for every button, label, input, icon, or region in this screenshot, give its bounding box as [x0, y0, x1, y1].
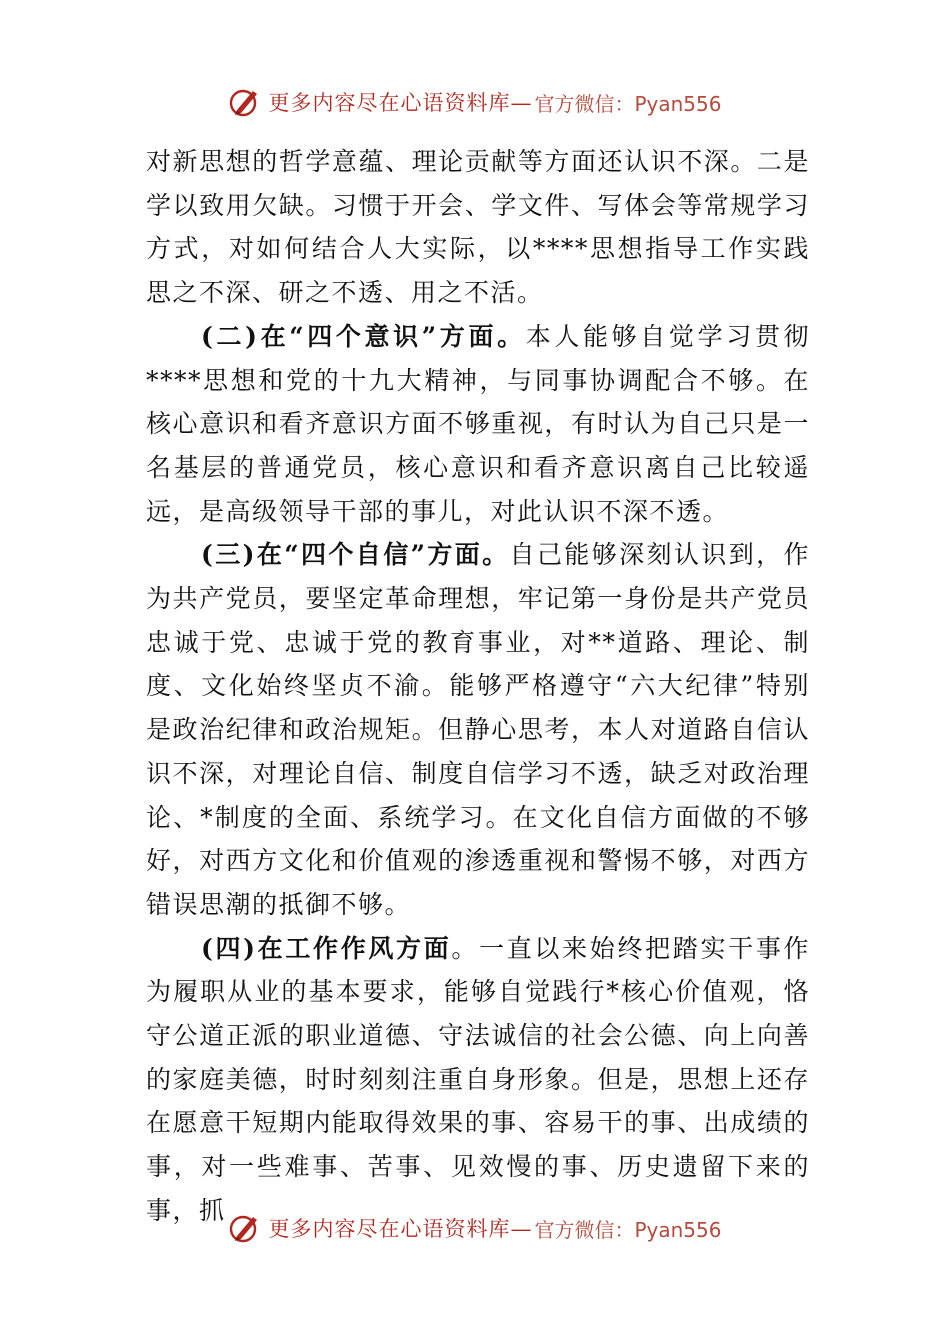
paragraph-continuation	[146, 140, 810, 315]
paragraph-text: 。一直以来始终把踏实干事作为履职从业的基本要求，能够自觉践行*核心价值观，恪守公道正派的职业道德、守法诚信的社会公德、向上向善的家庭美德，时时刻刻注重自身形象。但是，思想上还存在愿意干短期内能取得效果的事、容易干的事、出成绩的事，对一些难事、苦事、见效慢的事、历史遗留下来的事，抓	[146, 933, 810, 1225]
section-heading: (四)在工作作风方面	[201, 933, 452, 963]
section-heading: (三)在“四个自信”方面。	[201, 540, 510, 570]
paragraph-text: 自己能够深刻认识到，作为共产党员，要坚定革命理想，牢记第一身份是共产党员忠诚于党、忠诚于党的教育事业，对**道路、理论、制度、文化始终坚贞不渝。能够严格遵守“六大纪律”特别是政治纪律和政治规矩。但静心思考，本人对道路自信认识不深，对理论自信、制度自信学习不透，缺乏对政治理论、*制度的全面、系统学习。在文化自信方面做的不够好，对西方文化和价值观的渗透重视和警惕不够，对西方错误思潮的抵御不够。	[146, 540, 810, 919]
section-heading: (二)在“四个意识”方面。	[201, 321, 526, 351]
pen-circle-logo-icon	[228, 85, 262, 119]
paragraph-four-confidences	[146, 533, 810, 926]
document-body	[146, 140, 810, 1233]
watermark-site-text: 更多内容尽在心语资料库—	[268, 91, 533, 115]
watermark-contact-text: 官方微信：Pyan556	[534, 91, 722, 116]
paragraph-text: 对新思想的哲学意蕴、理论贡献等方面还认识不深。二是学以致用欠缺。习惯于开会、学文件、写体会等常规学习方式，对如何结合人大实际，以****思想指导工作实践思之不深、研之不透、用之不活。	[146, 147, 810, 308]
watermark-contact-text: 官方微信：Pyan556	[534, 1217, 722, 1242]
paragraph-text: 本人能够自觉学习贯彻****思想和党的十九大精神，与同事协调配合不够。在核心意识和看齐意识方面不够重视，有时认为自己只是一名基层的普通党员，核心意识和看齐意识离自己比较遥远，是高级领导干部的事儿，对此认识不深不透。	[146, 321, 810, 526]
pen-circle-logo-icon	[228, 1211, 262, 1245]
footer-watermark-banner	[0, 1208, 950, 1248]
paragraph-work-style	[146, 927, 810, 1233]
watermark-site-text: 更多内容尽在心语资料库—	[268, 1217, 533, 1241]
paragraph-four-consciousness	[146, 315, 810, 534]
header-watermark-banner	[0, 82, 950, 122]
